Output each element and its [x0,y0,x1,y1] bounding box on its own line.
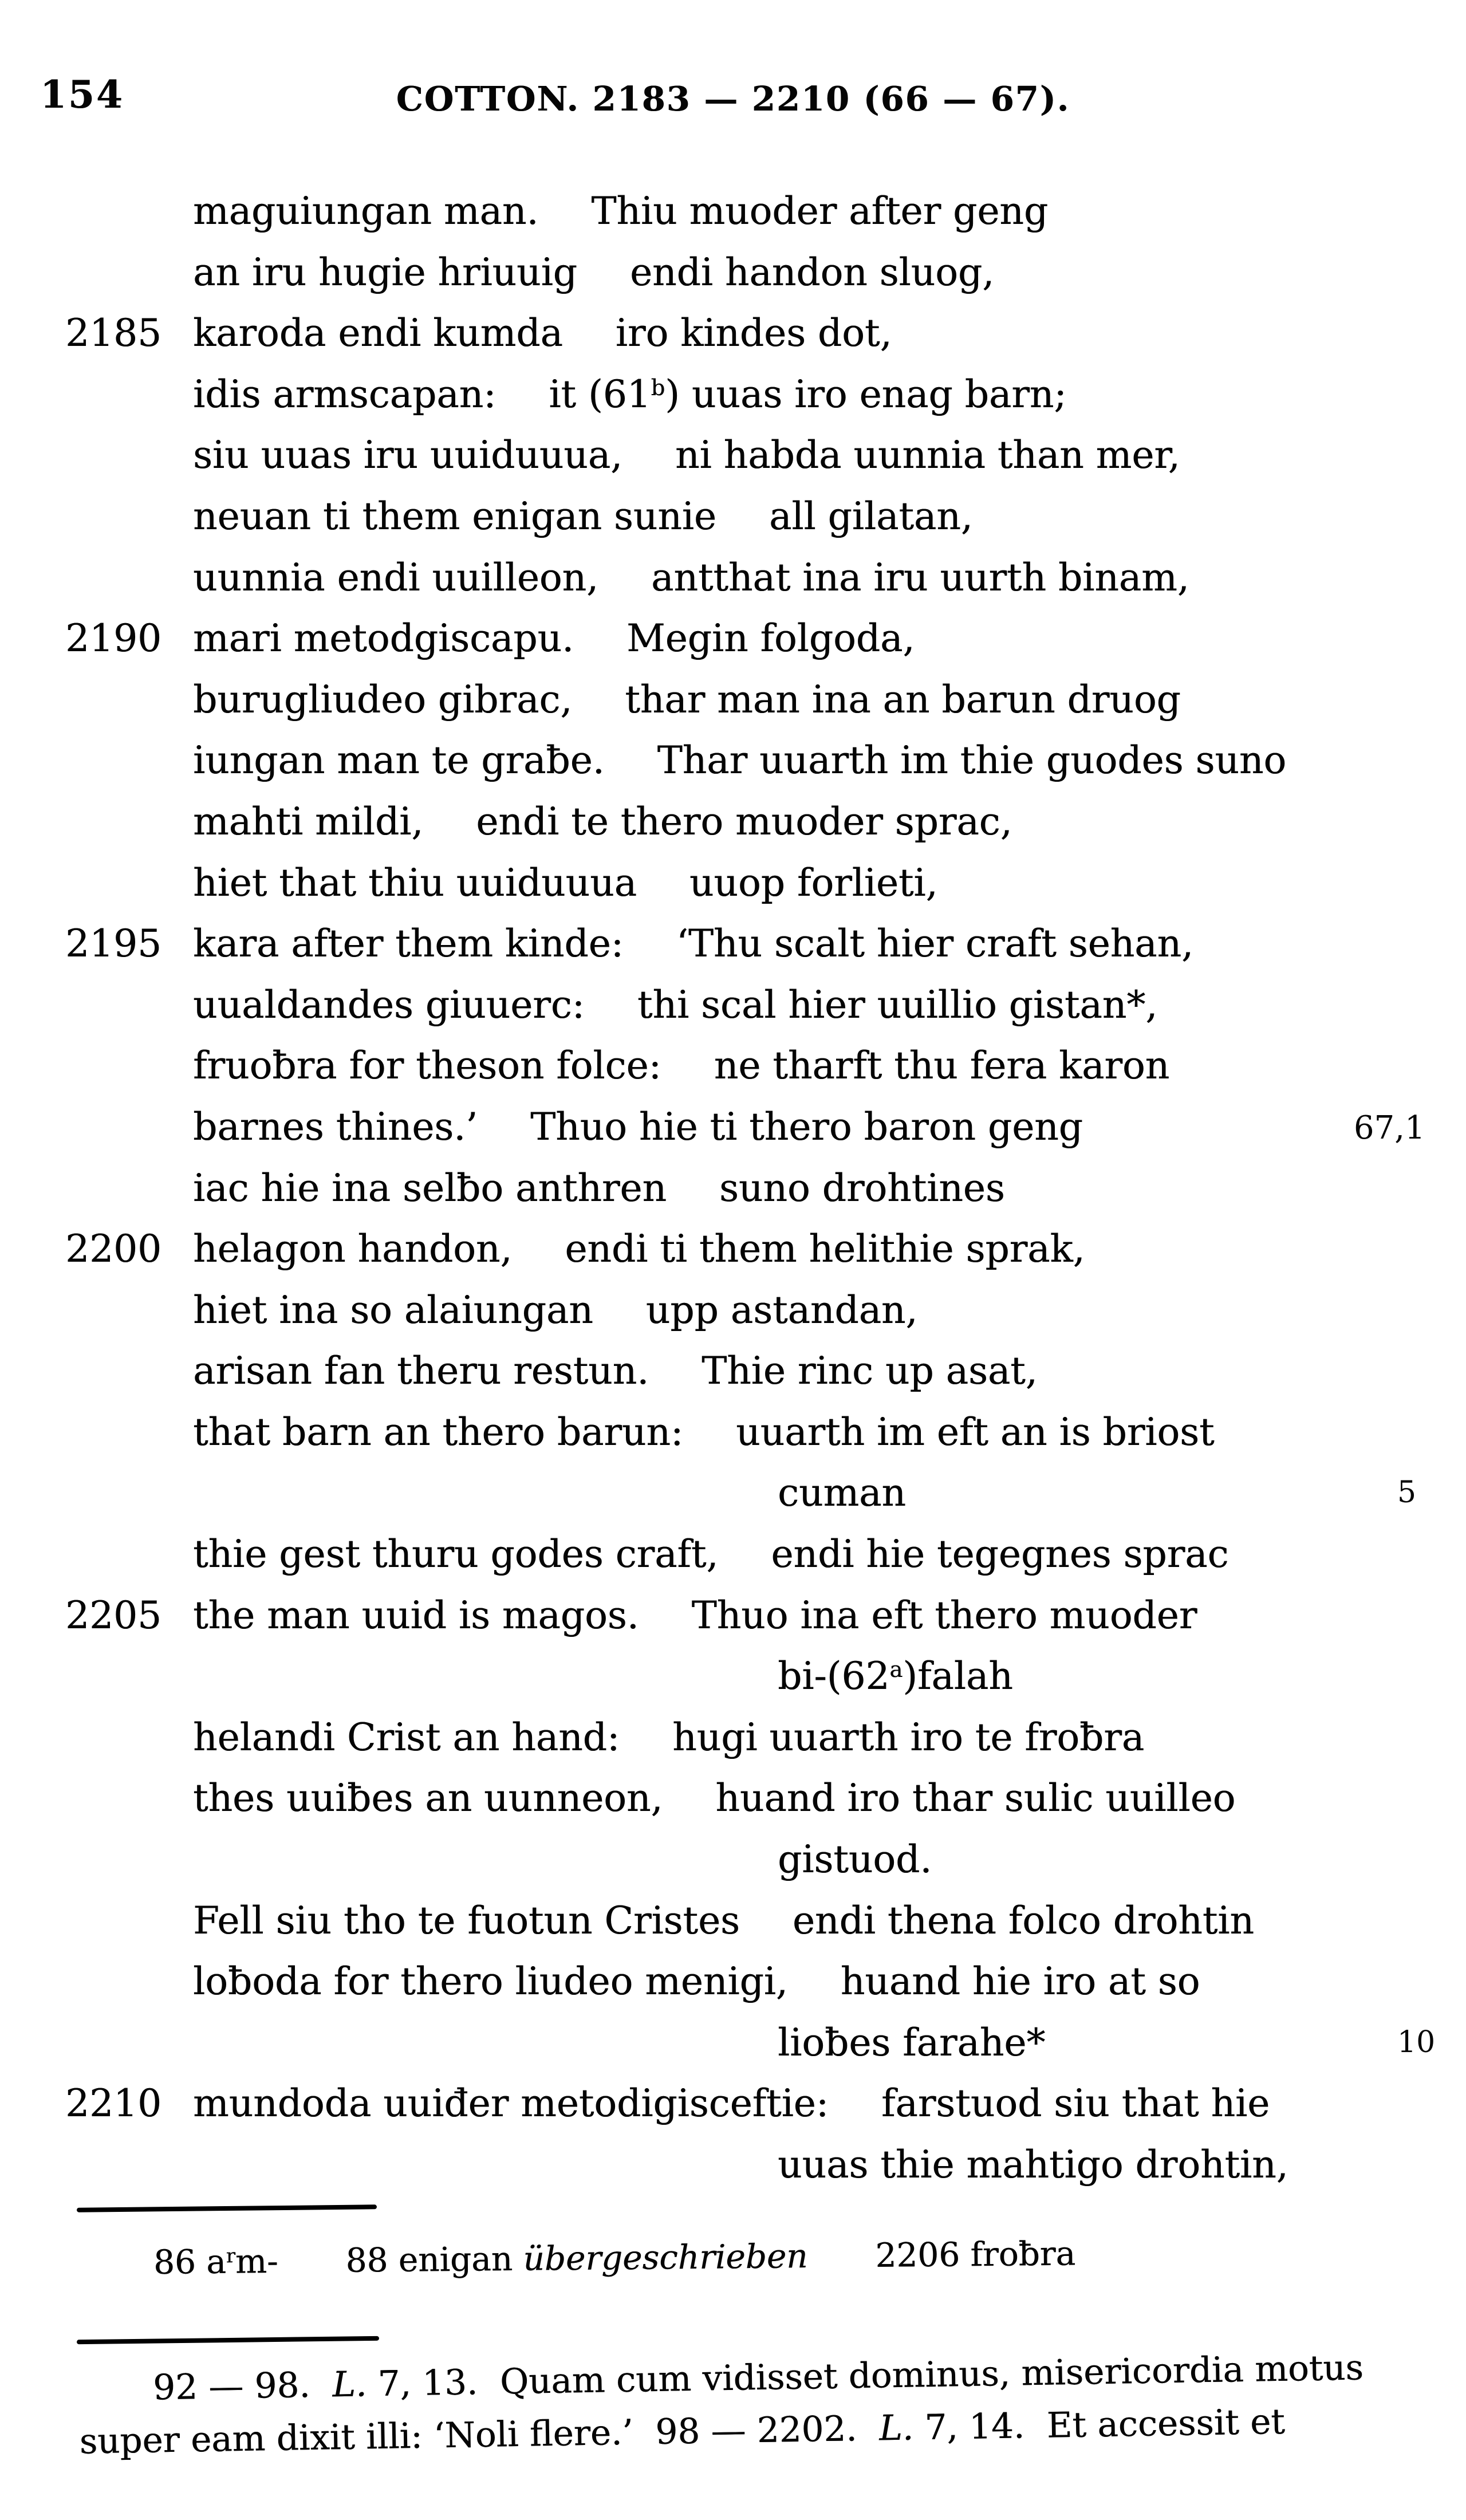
margin-note: 10 [1397,2025,1436,2060]
verse-text: arisan fan theru restun. Thie rinc up asat, [193,1349,1038,1393]
verse-number: 2210 [65,2081,161,2126]
verse-text: neuan ti them enigan sunie all gilatan, [193,494,973,538]
verse-line [0,486,1466,548]
verse-continuation-text: lioƀes farahe* [778,2020,1046,2065]
verse-continuation-text: gistuod. [778,1837,932,1882]
verse-text: mundoda uuiđer metodigisceftie: farstuod siu that hie [193,2081,1270,2126]
verse-text: fruoƀra for theson folce: ne tharft thu fera karon [193,1044,1170,1088]
verse-text: iac hie ina selƀo anthren suno drohtines [193,1166,1005,1210]
verse-number: 2205 [65,1593,161,1637]
verse-text: hiet that thiu uuiduuua uuop forlieti, [193,860,938,905]
verse-line [0,914,1466,975]
variant-note-item: 2206 froƀra [875,2234,1076,2275]
verse-line [0,242,1466,304]
variant-note-item: 88 enigan übergeschrieben [345,2236,808,2280]
footnote-separator-rule [77,2204,377,2212]
verse-text: kara after them kinde: ‘Thu scalt hier craft sehan, [193,922,1193,966]
verse-line [0,853,1466,914]
verse-line [0,730,1466,792]
verse-line [0,792,1466,853]
verse-text: iungan man te graƀe. Thar uuarth im thie guodes suno [193,738,1287,783]
verse-text: thie gest thuru godes craft, endi hie tegegnes sprac [193,1532,1229,1577]
verse-number: 2200 [65,1227,161,1271]
verse-line [0,1768,1466,1829]
verse-text: an iru hugie hriuuig endi handon sluog, [193,250,995,294]
verse-text: uualdandes giuuerc: thi scal hier uuillio gistan*, [193,982,1158,1027]
verse-text: mari metodgiscapu. Megin folgoda, [193,616,915,661]
verse-line [0,2135,1466,2196]
verse-line [0,1035,1466,1097]
verse-continuation-text: bi-(62$^a$)falah [778,1654,1013,1699]
verse-line [0,1158,1466,1219]
verse-line [0,1829,1466,1891]
variants-footnote [153,2234,1076,2282]
verse-number: 2190 [65,616,161,661]
verse-continuation-text: cuman [778,1471,906,1515]
verse-text: uunnia endi uuilleon, antthat ina iru uurth binam, [193,555,1189,600]
verse-line [0,608,1466,670]
verse-text: hiet ina so alaiungan upp astandan, [193,1287,918,1332]
running-header: COTTON. 2183 — 2210 (66 — 67). [396,79,1070,119]
verse-text: mahti mildi, endi te thero muoder sprac, [193,799,1012,844]
verse-line [0,303,1466,364]
verse-line [0,1341,1466,1402]
verse-number: 2185 [65,311,161,356]
verse-line [0,1280,1466,1341]
latin-apparatus [0,2340,1466,2470]
verse-line [0,364,1466,426]
verse-text: thes uuiƀes an uunneon, huand iro thar sulic uuilleo [193,1776,1236,1821]
apparatus-separator-rule [77,2336,379,2344]
verse-text: Fell siu tho te fuotun Cristes endi thena folco drohtin [193,1898,1254,1943]
margin-note: 5 [1397,1475,1417,1510]
margin-note: 67,1 [1354,1109,1425,1147]
verse-line [0,1951,1466,2013]
verse-line [0,548,1466,609]
verse-line [0,1463,1466,1524]
verse-text: siu uuas iru uuiduuua, ni habda uunnia than mer, [193,433,1180,478]
verse-text: helagon handon, endi ti them helithie sprak, [193,1227,1085,1271]
verse-line [0,1707,1466,1769]
verse-text: burugliudeo gibrac, thar man ina an barun druog [193,677,1181,722]
verse-text: idis armscapan: it (61$^b$) uuas iro enag barn; [193,372,1067,416]
verse-text: karoda endi kumda iro kindes dot, [193,311,892,356]
verse-line [0,1524,1466,1585]
verse-line [0,181,1466,242]
apparatus-line: 92 — 98. L. 7, 13. Quam cum vidisset dominus, misericordia motus [152,2347,1364,2408]
poem-text-block [0,181,1466,2196]
page-number: 154 [40,72,124,117]
verse-text: maguiungan man. Thiu muoder after geng [193,189,1049,233]
verse-line [0,425,1466,486]
variant-note-item: 86 $a^rm-$ [153,2241,278,2282]
verse-text: loƀoda for thero liudeo menigi, huand hie iro at so [193,1959,1200,2004]
verse-text: barnes thines.’ Thuo hie ti thero baron geng [193,1104,1083,1149]
verse-line [0,1097,1466,1158]
verse-line [0,1402,1466,1463]
verse-text: the man uuid is magos. Thuo ina eft thero muoder [193,1593,1197,1637]
verse-number: 2195 [65,922,161,966]
verse-continuation-text: uuas thie mahtigo drohtin, [778,2143,1288,2187]
verse-line [0,1646,1466,1707]
verse-line [0,2073,1466,2135]
verse-line [0,1891,1466,1952]
verse-line [0,670,1466,731]
verse-line [0,1585,1466,1647]
verse-line [0,2013,1466,2074]
verse-text: helandi Crist an hand: hugi uuarth iro te froƀra [193,1715,1145,1759]
verse-line [0,1219,1466,1280]
apparatus-line: super eam dixit illi: ‘Noli flere.’ 98 — 2202. L. 7, 14. Et accessit et [79,2401,1286,2462]
verse-text: that barn an thero barun: uuarth im eft an is briost [193,1409,1215,1454]
verse-line [0,975,1466,1036]
